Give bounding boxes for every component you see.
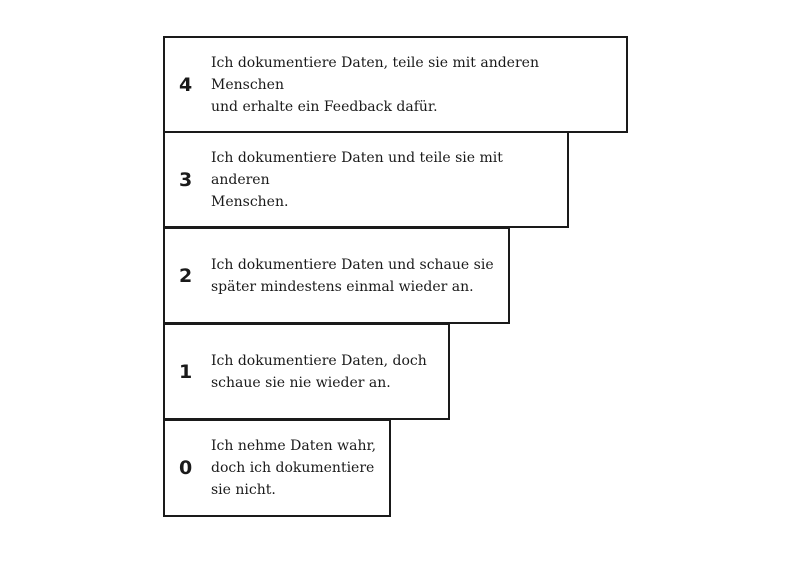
step-level-3 <box>163 131 569 228</box>
step-level-4 <box>163 36 628 133</box>
step-description: Ich dokumentiere Daten und teile sie mit anderen Menschen. <box>211 149 503 210</box>
step-description: Ich dokumentiere Daten und schaue sie später mindestens einmal wieder an. <box>211 256 494 295</box>
step-number: 1 <box>179 360 193 383</box>
step-number: 2 <box>179 264 193 287</box>
step-level-1 <box>163 323 450 420</box>
step-description: Ich dokumentiere Daten, teile sie mit anderen Menschen und erhalte ein Feedback dafür. <box>211 54 539 115</box>
step-level-0 <box>163 419 391 517</box>
step-number: 4 <box>179 73 193 96</box>
step-number: 0 <box>179 457 193 479</box>
step-description: Ich dokumentiere Daten, doch schaue sie nie wieder an. <box>211 352 427 391</box>
step-number: 3 <box>179 168 193 191</box>
step-level-2 <box>163 227 510 324</box>
step-description: Ich nehme Daten wahr, doch ich dokumentiere sie nicht. <box>211 438 377 498</box>
